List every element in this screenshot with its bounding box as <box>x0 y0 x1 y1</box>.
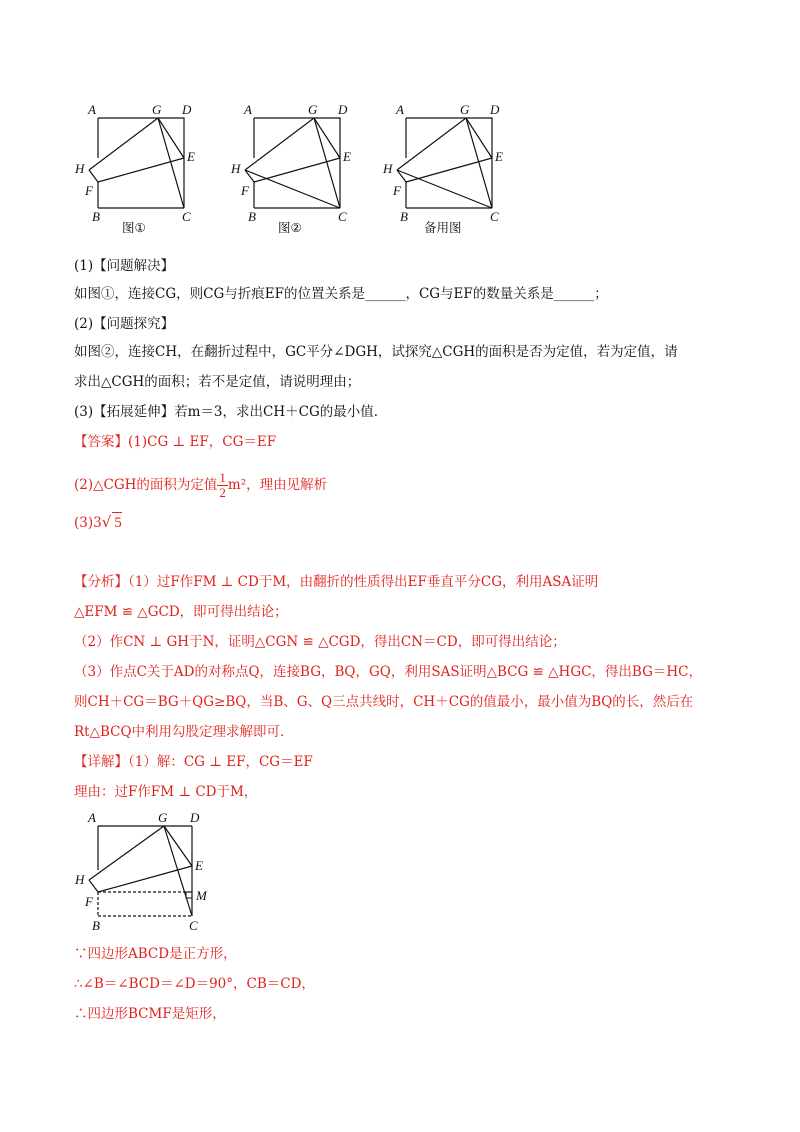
label-G: G <box>308 102 318 117</box>
answer-2-tail: m²，理由见解析 <box>227 477 328 493</box>
detail-line-5: ∴四边形BCMF是矩形， <box>74 1006 226 1022</box>
label-D: D <box>190 810 200 825</box>
label-H: H <box>75 872 85 887</box>
label-H: H <box>75 161 85 176</box>
label-A: A <box>88 102 96 117</box>
label-D: D <box>490 102 500 117</box>
label-C: C <box>490 209 499 224</box>
figure-1 <box>72 100 202 235</box>
question-part-2-text-2: 求出△CGH的面积；若不是定值，请说明理由； <box>74 374 361 390</box>
label-B: B <box>92 918 100 933</box>
label-F: F <box>241 183 249 198</box>
analysis-line-4: （3）作点C关于AD的对称点Q，连接BG，BQ，GQ，利用SAS证明△BCG ≌ △HGC，得出BG＝HC， <box>74 664 702 680</box>
label-C: C <box>189 918 198 933</box>
analysis-line-6: Rt△BCQ中利用勾股定理求解即可． <box>74 724 294 740</box>
label-G: G <box>158 810 168 825</box>
figure-spare <box>380 100 510 235</box>
label-H: H <box>231 161 241 176</box>
label-F: F <box>85 894 93 909</box>
question-part-2-text-1: 如图②，连接CH，在翻折过程中，GC平分∠DGH，试探究△CGH的面积是否为定值，若为定值，请 <box>74 344 678 360</box>
label-C: C <box>338 209 347 224</box>
label-E: E <box>343 149 351 164</box>
label-D: D <box>338 102 348 117</box>
label-A: A <box>88 810 96 825</box>
analysis-line-5: 则CH＋CG＝BG＋QG≥BQ，当B、G、Q三点共线时，CH＋CG的值最小，最小值为BQ的长，然后在 <box>74 694 694 710</box>
label-M: M <box>196 888 207 903</box>
label-C: C <box>182 209 191 224</box>
label-E: E <box>495 149 503 164</box>
caption-figure-spare: 备用图 <box>424 220 462 235</box>
figure-2 <box>228 100 358 235</box>
label-E: E <box>187 149 195 164</box>
label-G: G <box>460 102 470 117</box>
analysis-line-3: （2）作CN ⊥ GH于N，证明△CGN ≌ △CGD，得出CN＝CD，即可得出结论； <box>74 634 566 650</box>
detail-line-3: ∵四边形ABCD是正方形， <box>74 946 237 962</box>
label-D: D <box>182 102 192 117</box>
label-H: H <box>383 161 393 176</box>
answer-2 <box>74 470 327 500</box>
detail-line-2: 理由：过F作FM ⊥ CD于M， <box>74 784 258 800</box>
label-E: E <box>195 858 203 873</box>
answer-3: (3)3√ 5 <box>74 513 122 531</box>
label-A: A <box>396 102 404 117</box>
label-F: F <box>393 183 401 198</box>
analysis-line-1: 【分析】（1）过F作FM ⊥ CD于M，由翻折的性质得出EF垂直平分CG，利用ASA证明 <box>74 574 599 590</box>
figure-solution <box>72 808 222 936</box>
question-part-1-heading: (1)【问题解决】 <box>74 258 175 274</box>
sqrt-5: 5 <box>112 512 122 533</box>
question-part-3-text: (3)【拓展延伸】若m＝3，求出CH＋CG的最小值． <box>74 404 388 420</box>
question-part-2-heading: (2)【问题探究】 <box>74 316 175 332</box>
label-F: F <box>85 183 93 198</box>
label-A: A <box>244 102 252 117</box>
caption-figure-1: 图① <box>122 220 146 235</box>
analysis-line-2: △EFM ≌ △GCD，即可得出结论； <box>74 604 288 620</box>
answer-1: 【答案】(1)CG ⊥ EF，CG＝EF <box>74 434 277 450</box>
label-B: B <box>400 209 408 224</box>
fraction-one-half: $\frac{1}{2}$ <box>219 470 226 500</box>
question-part-1-text: 如图①，连接CG，则CG与折痕EF的位置关系是______，CG与EF的数量关系是______； <box>74 286 608 302</box>
label-B: B <box>248 209 256 224</box>
answer-2-text: (2)△CGH的面积为定值 <box>74 477 218 493</box>
detail-line-1: 【详解】（1）解：CG ⊥ EF，CG＝EF <box>74 754 313 770</box>
detail-line-4: ∴∠B＝∠BCD＝∠D＝90°，CB＝CD， <box>74 976 315 992</box>
label-B: B <box>92 209 100 224</box>
caption-figure-2: 图② <box>278 220 302 235</box>
label-G: G <box>152 102 162 117</box>
